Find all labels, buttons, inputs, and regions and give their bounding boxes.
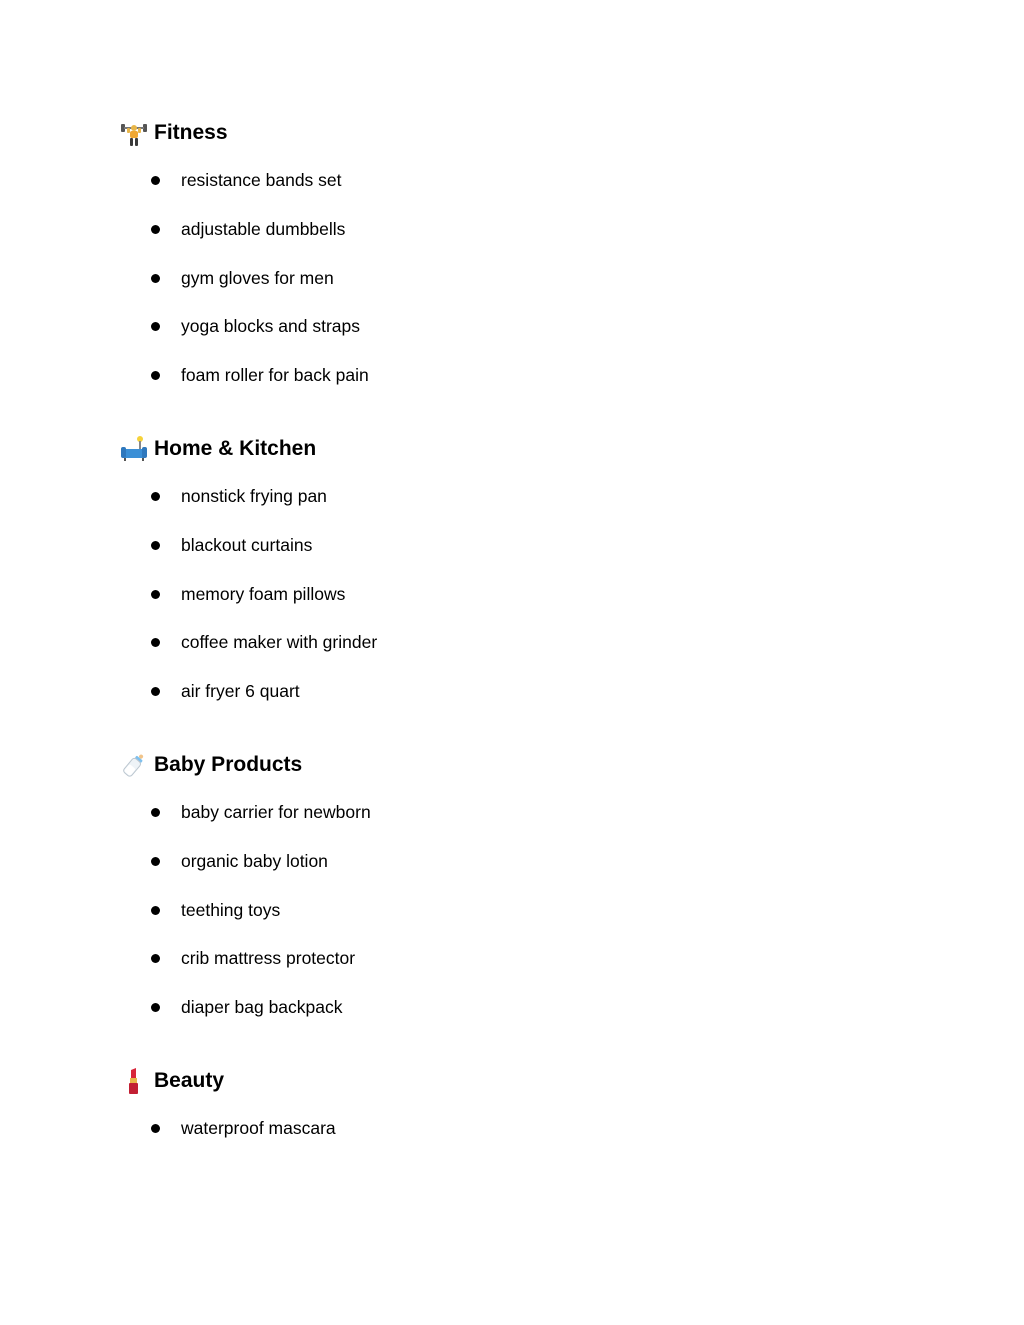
bullet — [151, 808, 160, 817]
bullet — [151, 906, 160, 915]
list-item — [120, 156, 342, 205]
item-list — [120, 472, 378, 715]
lipstick-icon — [120, 1067, 148, 1095]
list-item-label: gym gloves for men — [181, 267, 334, 288]
bullet — [151, 176, 160, 185]
list-item — [120, 983, 343, 1032]
bullet — [151, 1003, 160, 1012]
list-item — [120, 521, 316, 570]
list-item — [120, 788, 371, 837]
section-heading — [120, 118, 228, 148]
list-item — [120, 618, 378, 667]
bullet — [151, 274, 160, 283]
bullet — [151, 1124, 160, 1133]
bullet — [151, 687, 160, 696]
item-list — [120, 1104, 336, 1153]
list-item — [120, 667, 316, 716]
section-heading — [120, 750, 302, 780]
list-item — [120, 472, 327, 521]
list-item-label: teething toys — [181, 899, 281, 920]
section-heading — [120, 1066, 224, 1096]
list-item-label: crib mattress protector — [181, 948, 356, 969]
bullet — [151, 541, 160, 550]
list-item-label: diaper bag backpack — [181, 997, 343, 1018]
list-item — [120, 934, 356, 983]
section-home-kitchen — [120, 434, 378, 715]
list-item-label: blackout curtains — [181, 535, 313, 556]
list-item-label: yoga blocks and straps — [181, 316, 360, 337]
section-title: Home & Kitchen — [154, 437, 317, 460]
list-item-label: adjustable dumbbells — [181, 219, 346, 240]
baby-bottle-icon — [120, 751, 148, 779]
list-item-label: memory foam pillows — [181, 583, 346, 604]
section-heading — [120, 434, 316, 464]
list-item-label: baby carrier for newborn — [181, 802, 371, 823]
bullet — [151, 492, 160, 501]
list-item — [120, 885, 302, 934]
section-title: Baby Products — [154, 753, 303, 776]
list-item-label: organic baby lotion — [181, 851, 328, 872]
item-list — [120, 156, 369, 399]
bullet — [151, 954, 160, 963]
bullet — [151, 857, 160, 866]
list-item-label: resistance bands set — [181, 170, 342, 191]
section-title: Beauty — [154, 1069, 225, 1092]
section-beauty — [120, 1066, 336, 1153]
list-item — [120, 205, 346, 254]
section-fitness — [120, 118, 369, 399]
list-item — [120, 1104, 336, 1153]
list-item — [120, 302, 360, 351]
list-item — [120, 837, 328, 886]
list-item-label: nonstick frying pan — [181, 486, 327, 507]
list-item-label: coffee maker with grinder — [181, 632, 378, 653]
bullet — [151, 371, 160, 380]
item-list — [120, 788, 371, 1031]
bullet — [151, 225, 160, 234]
section-baby-products — [120, 750, 371, 1031]
couch-and-lamp-icon — [120, 435, 148, 463]
weightlifter-icon — [120, 119, 148, 147]
bullet — [151, 590, 160, 599]
list-item-label: air fryer 6 quart — [181, 681, 300, 702]
bullet — [151, 322, 160, 331]
list-item-label: waterproof mascara — [181, 1118, 336, 1139]
section-title: Fitness — [154, 121, 228, 144]
list-item — [120, 569, 346, 618]
list-item — [120, 253, 334, 302]
list-item — [120, 351, 369, 400]
bullet — [151, 638, 160, 647]
list-item-label: foam roller for back pain — [181, 365, 369, 386]
